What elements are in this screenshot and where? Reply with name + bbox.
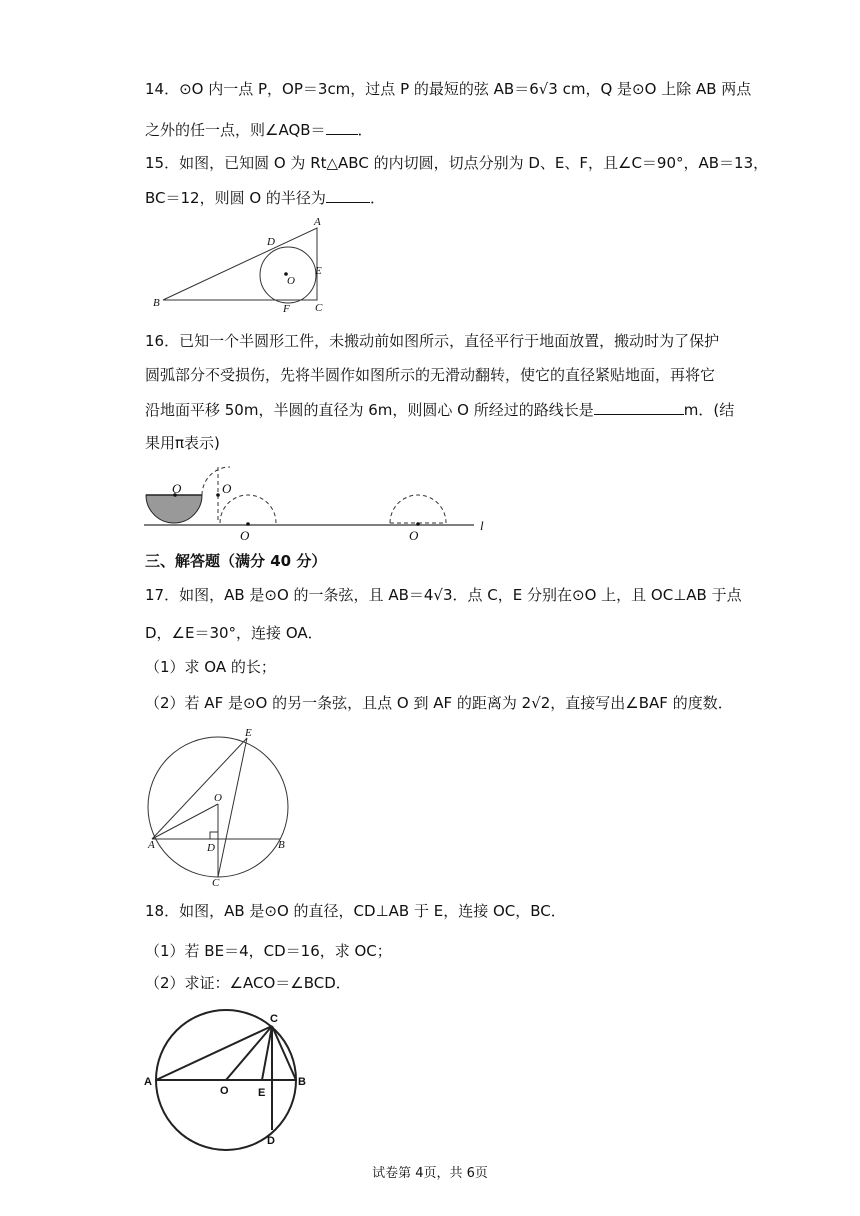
- q14-answer-blank: [326, 118, 358, 135]
- label-o2: O: [222, 481, 232, 496]
- label-d: D: [267, 236, 275, 248]
- q16-line3-end: m．(结: [683, 401, 735, 419]
- triangle-abc: [163, 228, 317, 300]
- q16-line1: 16．已知一个半圆形工件，未搬动前如图所示，直径平行于地面放置，搬动时为了保护: [145, 332, 720, 350]
- q14-line2-end: ．: [357, 121, 373, 139]
- q14-line2-text: 之外的任一点，则∠AQB＝: [145, 121, 326, 139]
- q18-line1: 18．如图，AB 是⊙O 的直径，CD⊥AB 于 E，连接 OC，BC．: [145, 902, 566, 920]
- section-3-title: 三、解答题（满分 40 分）: [145, 552, 327, 570]
- q16-line2: 圆弧部分不受损伤，先将半圆作如图所示的无滑动翻转，使它的直径紧贴地面，再将它: [145, 366, 716, 384]
- q15-line2-end: ．: [369, 189, 385, 207]
- label-a: A: [148, 839, 155, 851]
- label-b: B: [278, 839, 285, 851]
- q14-line2: [145, 118, 373, 141]
- right-angle-mark: [210, 832, 218, 839]
- segment-oa: [152, 804, 218, 839]
- q18-line2: （1）若 BE＝4，CD＝16，求 OC；: [145, 942, 392, 960]
- label-o: O: [214, 792, 222, 804]
- segment-ec-inner: [262, 1026, 272, 1080]
- label-d: D: [267, 1135, 275, 1147]
- label-o: O: [287, 275, 295, 287]
- label-d: D: [207, 842, 215, 854]
- label-a: A: [314, 216, 321, 228]
- q17-figure: [140, 724, 310, 890]
- semicircle-translated-dashed: [390, 495, 446, 523]
- o4-dot: [416, 522, 420, 526]
- q15-answer-blank: [326, 186, 370, 203]
- label-o3: O: [240, 528, 250, 543]
- label-e: E: [245, 727, 252, 739]
- o2-dot: [216, 493, 220, 497]
- label-b: B: [298, 1076, 306, 1088]
- q18-figure: [140, 1004, 320, 1154]
- q17-line2: D，∠E＝30°，连接 OA．: [145, 624, 323, 642]
- page-footer: 试卷第 4页，共 6页: [372, 1166, 488, 1181]
- q15-line1: 15．如图，已知圆 O 为 Rt△ABC 的内切圆，切点分别为 D、E、F，且∠C＝90°，AB＝13，: [145, 154, 769, 172]
- segment-ec: [218, 738, 247, 877]
- semicircle-workpiece: [146, 495, 202, 523]
- label-e: E: [315, 265, 322, 277]
- q15-line2-text: BC＝12，则圆 O 的半径为: [145, 189, 326, 207]
- q16-line3: [145, 398, 734, 421]
- q16-line4: 果用π表示): [145, 434, 220, 452]
- segment-bc: [272, 1026, 296, 1080]
- label-e: E: [258, 1087, 266, 1099]
- q17-line4: （2）若 AF 是⊙O 的另一条弦，且点 O 到 AF 的距离为 2√2，直接写出∠BAF 的度数．: [145, 694, 733, 712]
- semicircle-landed-dashed: [220, 495, 276, 523]
- q16-answer-blank: [594, 398, 684, 415]
- q16-line3-text: 沿地面平移 50m，半圆的直径为 6m，则圆心 O 所经过的路线长是: [145, 401, 594, 419]
- q16-figure: [140, 460, 490, 544]
- q15-line2: [145, 186, 385, 209]
- label-f: F: [283, 303, 290, 315]
- q17-line1: 17．如图，AB 是⊙O 的一条弦，且 AB＝4√3．点 C，E 分别在⊙O 上，且 OC⊥AB 于点: [145, 586, 742, 604]
- label-b: B: [153, 297, 160, 309]
- label-l: l: [480, 518, 484, 533]
- q14-line1: 14．⊙O 内一点 P，OP＝3cm，过点 P 的最短的弦 AB＝6√3 cm，Q 是⊙O 上除 AB 两点: [145, 80, 752, 98]
- o3-dot: [246, 522, 250, 526]
- segment-oc: [226, 1026, 272, 1080]
- label-o4: O: [409, 528, 419, 543]
- label-o1: O: [172, 481, 182, 496]
- q15-figure: [145, 215, 345, 317]
- q17-line3: （1）求 OA 的长；: [145, 658, 276, 676]
- label-c: C: [315, 302, 323, 314]
- label-a: A: [144, 1076, 152, 1088]
- label-c: C: [270, 1013, 278, 1025]
- label-c: C: [212, 877, 220, 889]
- segment-ae: [152, 738, 247, 839]
- label-o: O: [220, 1085, 229, 1097]
- q18-line3: （2）求证：∠ACO＝∠BCD．: [145, 974, 351, 992]
